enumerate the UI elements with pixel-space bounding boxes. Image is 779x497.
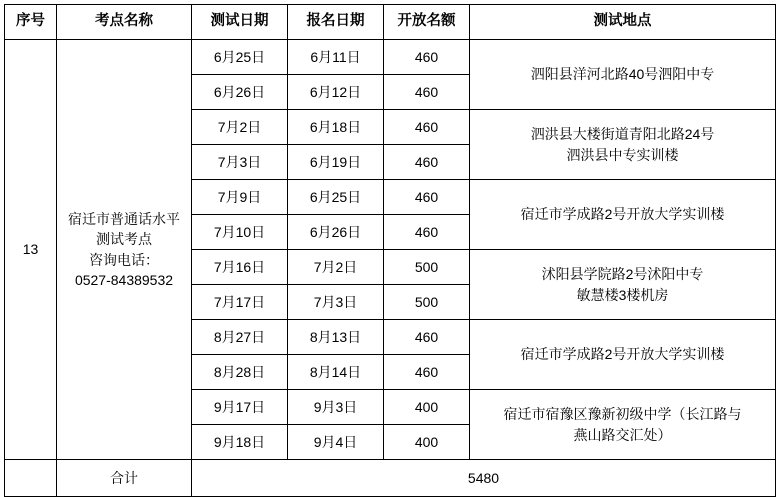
test-date-cell: 8月28日 bbox=[192, 355, 288, 390]
exam-site-name-line: 咨询电话： bbox=[89, 251, 159, 268]
test-location-line: 宿迁市学成路2号开放大学实训楼 bbox=[520, 206, 725, 223]
column-header-quota: 开放名额 bbox=[384, 5, 470, 40]
quota-cell: 460 bbox=[384, 215, 470, 250]
column-header-test-date: 测试日期 bbox=[192, 5, 288, 40]
test-date-cell: 9月18日 bbox=[192, 425, 288, 460]
signup-date-cell: 6月11日 bbox=[288, 40, 384, 75]
test-date-cell: 7月17日 bbox=[192, 285, 288, 320]
test-location-line: 燕山路交汇处） bbox=[573, 426, 672, 443]
test-location-cell bbox=[470, 320, 776, 390]
table-header-row bbox=[5, 5, 776, 40]
table-body bbox=[5, 40, 776, 497]
test-location-line: 泗洪县中专实训楼 bbox=[566, 146, 679, 163]
signup-date-cell: 6月12日 bbox=[288, 75, 384, 110]
test-location-cell bbox=[470, 250, 776, 320]
column-header-site-name: 考点名称 bbox=[57, 5, 192, 40]
table-row bbox=[5, 40, 776, 75]
test-date-cell: 7月3日 bbox=[192, 145, 288, 180]
signup-date-cell: 6月26日 bbox=[288, 215, 384, 250]
signup-date-cell: 6月25日 bbox=[288, 180, 384, 215]
quota-cell: 460 bbox=[384, 180, 470, 215]
test-location-line: 泗洪县大楼街道青阳北路24号 bbox=[530, 126, 715, 143]
test-location-line: 宿迁市学成路2号开放大学实训楼 bbox=[520, 346, 725, 363]
test-location-line: 泗阳县洋河北路40号泗阳中专 bbox=[530, 66, 715, 83]
quota-cell: 400 bbox=[384, 425, 470, 460]
quota-cell: 500 bbox=[384, 250, 470, 285]
test-date-cell: 7月10日 bbox=[192, 215, 288, 250]
test-date-cell: 7月9日 bbox=[192, 180, 288, 215]
exam-site-name-line: 测试考点 bbox=[96, 231, 152, 248]
test-location-cell bbox=[470, 390, 776, 460]
signup-date-cell: 7月2日 bbox=[288, 250, 384, 285]
test-location-line: 敏慧楼3楼机房 bbox=[576, 286, 669, 303]
exam-site-name-line: 宿迁市普通话水平 bbox=[68, 210, 180, 227]
signup-date-cell: 8月13日 bbox=[288, 320, 384, 355]
test-date-cell: 7月2日 bbox=[192, 110, 288, 145]
total-row-blank-cell bbox=[5, 460, 57, 497]
quota-cell: 460 bbox=[384, 40, 470, 75]
test-location-line: 沭阳县学院路2号沭阳中专 bbox=[541, 266, 704, 283]
quota-cell: 460 bbox=[384, 355, 470, 390]
column-header-seq: 序号 bbox=[5, 5, 57, 40]
quota-cell: 460 bbox=[384, 110, 470, 145]
quota-cell: 460 bbox=[384, 75, 470, 110]
test-location-cell bbox=[470, 40, 776, 110]
exam-schedule-sheet bbox=[0, 4, 779, 486]
total-value: 5480 bbox=[192, 460, 776, 497]
signup-date-cell: 8月14日 bbox=[288, 355, 384, 390]
test-location-cell bbox=[470, 110, 776, 180]
column-header-signup-date: 报名日期 bbox=[288, 5, 384, 40]
signup-date-cell: 6月19日 bbox=[288, 145, 384, 180]
test-location-line: 宿迁市宿豫区豫新初级中学（长江路与 bbox=[503, 406, 742, 423]
total-label: 合计 bbox=[57, 460, 192, 497]
column-header-location: 测试地点 bbox=[470, 5, 776, 40]
signup-date-cell: 7月3日 bbox=[288, 285, 384, 320]
signup-date-cell: 9月3日 bbox=[288, 390, 384, 425]
quota-cell: 500 bbox=[384, 285, 470, 320]
total-row bbox=[5, 460, 776, 497]
row-sequence-number: 13 bbox=[5, 40, 57, 460]
test-location-cell bbox=[470, 180, 776, 250]
quota-cell: 400 bbox=[384, 390, 470, 425]
signup-date-cell: 6月18日 bbox=[288, 110, 384, 145]
exam-schedule-table bbox=[4, 4, 776, 497]
test-date-cell: 9月17日 bbox=[192, 390, 288, 425]
test-date-cell: 8月27日 bbox=[192, 320, 288, 355]
signup-date-cell: 9月4日 bbox=[288, 425, 384, 460]
quota-cell: 460 bbox=[384, 320, 470, 355]
test-date-cell: 6月25日 bbox=[192, 40, 288, 75]
quota-cell: 460 bbox=[384, 145, 470, 180]
exam-site-name-line: 0527-84389532 bbox=[74, 271, 174, 288]
test-date-cell: 7月16日 bbox=[192, 250, 288, 285]
exam-site-name bbox=[57, 40, 192, 460]
test-date-cell: 6月26日 bbox=[192, 75, 288, 110]
